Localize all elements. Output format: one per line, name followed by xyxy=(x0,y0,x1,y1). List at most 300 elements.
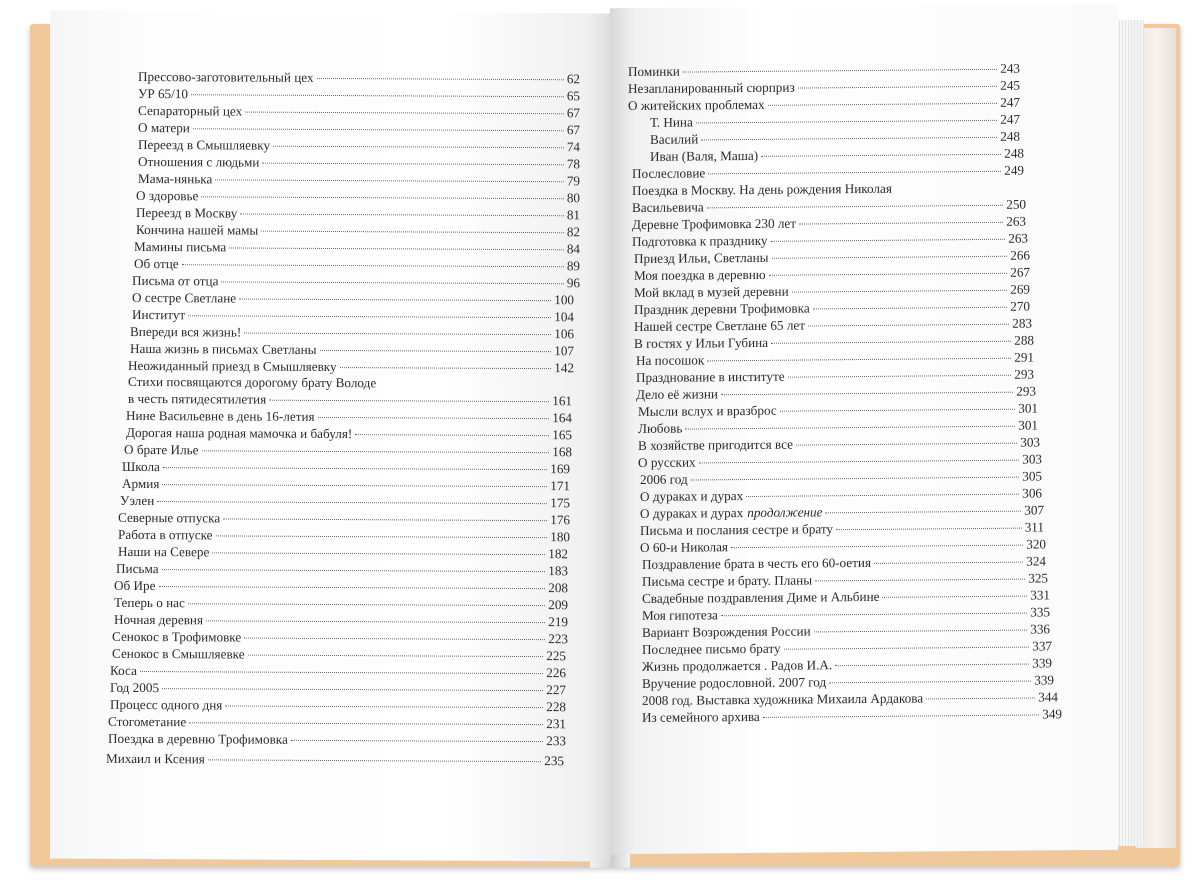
toc-page-number: 291 xyxy=(1014,349,1034,365)
toc-entry-title: О здоровье xyxy=(136,187,199,204)
toc-entry-title: Незапланированный сюрприз xyxy=(628,79,795,97)
toc-dot-leader xyxy=(708,170,1001,175)
toc-entry xyxy=(116,561,568,578)
toc-page-number: 324 xyxy=(1026,553,1046,569)
toc-entry-title: Теперь о нас xyxy=(114,594,185,611)
toc-entry-title: На посошок xyxy=(636,352,705,368)
toc-entry-title: Праздник деревни Трофимовка xyxy=(634,300,810,318)
toc-dot-leader xyxy=(685,425,1015,430)
toc-entry-title: Письма от отца xyxy=(132,272,219,289)
toc-entry xyxy=(640,536,1046,555)
toc-dot-leader xyxy=(140,670,543,674)
toc-entry xyxy=(650,146,1024,164)
toc-entry xyxy=(628,95,1020,113)
toc-dot-leader xyxy=(320,349,552,352)
toc-entry-title: О дураках и дурах xyxy=(640,488,744,504)
toc-dot-leader xyxy=(784,646,1030,650)
toc-entry-title: Послесловие xyxy=(632,165,706,182)
toc-entry xyxy=(636,367,1034,385)
toc-entry-title: Дело её жизни xyxy=(636,386,718,402)
toc-entry xyxy=(632,197,1026,215)
toc-dot-leader xyxy=(239,298,551,302)
toc-entry xyxy=(130,324,574,341)
toc-dot-leader xyxy=(291,739,543,742)
toc-entry xyxy=(108,731,566,748)
toc-entry-title: Приезд Ильи, Светланы xyxy=(634,249,769,267)
toc-entry-title: Ночная деревня xyxy=(114,611,204,628)
toc-dot-leader xyxy=(261,230,564,234)
toc-entry-title: Работа в отпуске xyxy=(118,526,213,543)
toc-entry-title: Стогометание xyxy=(108,713,187,730)
toc-entry xyxy=(638,400,1038,418)
toc-page-number: 168 xyxy=(552,444,572,460)
toc-entry xyxy=(632,163,1024,181)
toc-page-number: 263 xyxy=(1006,213,1026,229)
toc-dot-leader xyxy=(223,517,547,521)
toc-page-number: 165 xyxy=(552,427,572,443)
toc-entry xyxy=(126,425,572,442)
toc-page-number: 208 xyxy=(548,580,568,596)
toc-page-number: 293 xyxy=(1014,366,1034,382)
toc-entry xyxy=(642,587,1050,606)
toc-dot-leader xyxy=(208,758,541,762)
toc-entry-title: Подготовка к празднику xyxy=(632,232,768,250)
toc-entry-title: Впереди вся жизнь! xyxy=(130,323,242,340)
toc-dot-leader xyxy=(691,476,1020,481)
toc-entry-title: Год 2005 xyxy=(110,679,160,696)
toc-page-number: 349 xyxy=(1042,706,1062,722)
toc-page-number: 307 xyxy=(1024,502,1044,518)
toc-page-number: 219 xyxy=(548,614,568,630)
toc-entry xyxy=(632,181,892,198)
toc-page-number: 142 xyxy=(554,360,574,376)
toc-entry-title: Отношения с людьми xyxy=(138,153,260,170)
toc-page-number: 89 xyxy=(566,258,580,274)
toc-entry-title: Школа xyxy=(122,458,160,475)
toc-page-number: 226 xyxy=(546,665,566,681)
toc-page-number: 67 xyxy=(566,122,580,138)
toc-dot-leader xyxy=(225,704,543,708)
toc-entry-title: Мама-нянька xyxy=(138,170,213,187)
toc-entry xyxy=(640,502,1044,521)
toc-dot-leader xyxy=(721,391,1013,396)
toc-page-number: 231 xyxy=(546,716,566,732)
toc-entry-title: О матери xyxy=(138,119,190,136)
toc-page-number: 311 xyxy=(1024,519,1044,535)
toc-page-number: 250 xyxy=(1006,196,1026,212)
toc-entry-title: Прессово-заготовительный цех xyxy=(138,68,314,85)
toc-dot-leader xyxy=(771,340,1011,344)
toc-page-number: 96 xyxy=(566,275,580,291)
toc-dot-leader xyxy=(780,408,1015,412)
toc-entry-title: Переезд в Москву xyxy=(136,204,238,221)
toc-dot-leader xyxy=(188,314,551,318)
toc-entry-title: Василий xyxy=(650,131,699,147)
toc-dot-leader xyxy=(188,602,545,606)
toc-entry-title: О русских xyxy=(638,454,696,470)
toc-entry xyxy=(640,468,1042,487)
toc-entry xyxy=(138,103,580,120)
toc-entry-title: Моя поездка в деревню xyxy=(634,266,766,284)
toc-entry xyxy=(634,316,1032,334)
toc-entry xyxy=(628,78,1020,96)
toc-entry-title: Вручение родословной. 2007 год xyxy=(642,674,827,691)
toc-entry xyxy=(108,714,566,731)
toc-entry xyxy=(114,595,568,612)
toc-dot-leader xyxy=(201,195,563,199)
toc-entry xyxy=(118,510,570,527)
toc-entry-title: в честь пятидесятилетия xyxy=(128,390,267,407)
toc-page-number: 247 xyxy=(1000,94,1020,110)
toc-dot-leader xyxy=(825,510,1021,514)
toc-page-number: 335 xyxy=(1030,604,1050,620)
toc-entry-title: Нашей сестре Светлане 65 лет xyxy=(634,317,806,335)
toc-dot-leader xyxy=(248,654,544,658)
toc-entry-title: Жизнь продолжается . Радов И.А. xyxy=(642,657,833,674)
toc-entry xyxy=(138,69,580,86)
toc-entry xyxy=(118,527,570,544)
toc-entry-title: Неожиданный приезд в Смышляевку xyxy=(128,357,337,375)
toc-dot-leader xyxy=(696,119,997,124)
toc-entry-title: Нине Васильевне в день 16-летия xyxy=(126,407,315,424)
toc-entry xyxy=(138,171,580,188)
toc-page-number: 107 xyxy=(554,343,574,359)
toc-dot-leader xyxy=(202,449,550,453)
toc-page-number: 336 xyxy=(1030,621,1050,637)
toc-entry xyxy=(128,358,574,375)
toc-entry xyxy=(636,383,1036,401)
toc-page-number: 182 xyxy=(548,546,568,562)
toc-page-number: 169 xyxy=(550,461,570,477)
toc-page-number: 303 xyxy=(1022,451,1042,467)
toc-entry xyxy=(642,604,1050,623)
toc-entry xyxy=(106,751,564,768)
toc-page-number: 339 xyxy=(1034,672,1054,688)
toc-page-number: 301 xyxy=(1018,400,1038,416)
toc-entry xyxy=(638,434,1040,453)
toc-dot-leader xyxy=(244,332,551,336)
toc-entry-title: Поминки xyxy=(628,63,680,80)
toc-entry-title: О дураках и дурах xyxy=(640,505,744,521)
toc-entry xyxy=(132,290,574,307)
toc-page-number: 344 xyxy=(1038,689,1058,705)
toc-page-number: 248 xyxy=(1004,145,1024,161)
toc-entry xyxy=(134,256,580,273)
toc-dot-leader xyxy=(792,289,1008,293)
toc-dot-leader xyxy=(221,280,563,284)
toc-page-number: 325 xyxy=(1028,570,1048,586)
toc-dot-leader xyxy=(771,238,1006,242)
toc-page-number: 79 xyxy=(566,173,580,189)
toc-page-number: 225 xyxy=(546,648,566,664)
toc-dot-leader xyxy=(882,595,1027,598)
toc-entry xyxy=(128,374,376,390)
toc-dot-leader xyxy=(699,459,1020,464)
toc-dot-leader xyxy=(836,527,1022,531)
toc-entry xyxy=(634,299,1030,317)
toc-dot-leader xyxy=(269,399,549,402)
toc-entry-title: Письма сестре и брату. Планы xyxy=(642,572,813,589)
toc-entry-title: Т. Нина xyxy=(650,114,693,130)
toc-entry xyxy=(640,485,1042,504)
toc-dot-leader xyxy=(926,697,1035,700)
toc-page-number: 176 xyxy=(550,512,570,528)
toc-page-number: 228 xyxy=(546,699,566,715)
toc-entry xyxy=(634,333,1034,351)
toc-dot-leader xyxy=(746,493,1019,497)
toc-page-number: 303 xyxy=(1020,434,1040,450)
toc-page-number: 267 xyxy=(1010,264,1030,280)
toc-entry xyxy=(638,451,1042,470)
toc-entry-title: Наша жизнь в письмах Светланы xyxy=(130,340,317,357)
toc-page-number: 175 xyxy=(550,495,570,511)
toc-page-number: 171 xyxy=(550,478,570,494)
toc-page-number: 227 xyxy=(546,682,566,698)
right-table-of-contents xyxy=(610,4,1118,854)
toc-entry-title: Сенокос в Трофимовке xyxy=(112,628,242,645)
toc-entry xyxy=(112,629,568,646)
toc-page-number: 306 xyxy=(1022,485,1042,501)
toc-dot-leader xyxy=(355,433,549,436)
toc-entry xyxy=(122,476,570,493)
toc-entry-title: Любовь xyxy=(638,420,683,436)
toc-entry-title: Поездка в деревню Трофимовка xyxy=(108,730,288,747)
toc-entry xyxy=(642,621,1050,640)
toc-entry xyxy=(110,680,566,697)
toc-entry-title-italic: продолжение xyxy=(747,504,823,521)
toc-entry-title: О 60-и Николая xyxy=(640,539,728,555)
toc-dot-leader xyxy=(814,629,1028,633)
toc-entry-title: Празднование в институте xyxy=(636,368,785,385)
toc-page-number: 209 xyxy=(548,597,568,613)
toc-entry-title: Об Ире xyxy=(114,577,156,594)
toc-entry-title: Последнее письмо брату xyxy=(642,640,781,657)
toc-entry xyxy=(114,578,568,595)
toc-page-number: 249 xyxy=(1004,162,1024,178)
toc-entry-title: Институт xyxy=(132,306,186,323)
toc-entry-title: О брате Илье xyxy=(124,441,199,458)
toc-entry xyxy=(110,663,566,680)
toc-dot-leader xyxy=(835,663,1029,667)
toc-entry-title: Процесс одного дня xyxy=(110,696,223,713)
toc-entry xyxy=(642,672,1054,691)
toc-page-number: 320 xyxy=(1026,536,1046,552)
toc-entry-title: Вариант Возрождения России xyxy=(642,623,811,640)
toc-dot-leader xyxy=(796,442,1017,446)
toc-dot-leader xyxy=(707,204,1003,209)
toc-dot-leader xyxy=(159,585,546,589)
toc-entry xyxy=(640,519,1044,538)
toc-dot-leader xyxy=(788,374,1012,378)
toc-entry xyxy=(634,282,1030,300)
toc-dot-leader xyxy=(769,272,1008,276)
toc-page-number: 104 xyxy=(554,309,574,325)
toc-page-number: 183 xyxy=(548,563,568,579)
toc-dot-leader xyxy=(229,246,564,250)
toc-dot-leader xyxy=(240,213,564,217)
left-page xyxy=(50,11,610,862)
toc-entry xyxy=(632,214,1026,232)
toc-entry xyxy=(132,307,574,324)
toc-entry xyxy=(136,188,580,205)
toc-page-number: 247 xyxy=(1000,111,1020,127)
toc-entry xyxy=(634,248,1030,266)
toc-entry xyxy=(642,689,1058,708)
toc-entry-title: Из семейного архива xyxy=(642,708,760,725)
toc-dot-leader xyxy=(162,483,547,487)
toc-dot-leader xyxy=(808,323,1009,327)
toc-entry-title: Об отце xyxy=(134,255,179,272)
toc-entry-title: Дорогая наша родная мамочка и бабуля! xyxy=(126,424,353,442)
toc-page-number: 248 xyxy=(1000,128,1020,144)
toc-entry xyxy=(628,61,1020,79)
toc-dot-leader xyxy=(731,544,1023,549)
toc-entry xyxy=(642,655,1052,674)
toc-entry xyxy=(632,231,1028,249)
toc-page-number: 62 xyxy=(566,71,580,87)
toc-entry-title: Мой вклад в музей деревни xyxy=(634,283,789,301)
toc-dot-leader xyxy=(829,680,1031,684)
toc-page-number: 106 xyxy=(554,326,574,342)
toc-dot-leader xyxy=(193,127,564,131)
toc-page-number: 233 xyxy=(546,733,566,749)
toc-page-number: 180 xyxy=(550,529,570,545)
toc-entry xyxy=(136,222,580,239)
toc-page-number: 339 xyxy=(1032,655,1052,671)
toc-dot-leader xyxy=(215,178,563,182)
toc-entry xyxy=(136,205,580,222)
toc-page-number: 243 xyxy=(1000,60,1020,76)
toc-entry-title: Письма и послания сестре и брату xyxy=(640,521,834,538)
toc-entry-title: Свадебные поздравления Диме и Альбине xyxy=(642,588,880,606)
toc-page-number: 293 xyxy=(1016,383,1036,399)
toc-page-number: 65 xyxy=(566,88,580,104)
toc-entry-title: 2008 год. Выставка художника Михаила Ардакова xyxy=(642,690,924,708)
toc-page-number: 270 xyxy=(1010,298,1030,314)
toc-entry xyxy=(636,350,1034,368)
toc-entry xyxy=(650,129,1020,147)
toc-dot-leader xyxy=(874,561,1023,564)
toc-entry-title: Переезд в Смышляевку xyxy=(138,136,271,153)
toc-entry-title: Деревне Трофимовка 230 лет xyxy=(632,215,797,233)
toc-entry xyxy=(638,417,1038,435)
toc-entry-title: Кончина нашей мамы xyxy=(136,221,259,238)
toc-entry xyxy=(134,239,580,256)
toc-entry-title: Иван (Валя, Маша) xyxy=(650,147,759,164)
toc-dot-leader xyxy=(318,416,550,419)
toc-entry-title: О житейских проблемах xyxy=(628,96,765,114)
toc-entry-title: УР 65/10 xyxy=(138,85,189,102)
toc-entry-title: Наши на Севере xyxy=(118,543,210,560)
toc-page-number: 283 xyxy=(1012,315,1032,331)
toc-page-number: 161 xyxy=(552,393,572,409)
toc-dot-leader xyxy=(763,713,1039,717)
toc-dot-leader xyxy=(212,551,545,555)
toc-dot-leader xyxy=(216,534,548,538)
toc-dot-leader xyxy=(206,619,545,623)
toc-entry-title: Михаил и Ксения xyxy=(106,750,205,767)
toc-entry xyxy=(118,544,568,561)
toc-entry xyxy=(130,341,574,358)
toc-dot-leader xyxy=(244,637,545,641)
toc-page-number: 81 xyxy=(566,207,580,223)
toc-dot-leader xyxy=(761,153,1001,157)
toc-dot-leader xyxy=(340,366,552,369)
toc-page-number: 266 xyxy=(1010,247,1030,263)
toc-entry-title: В хозяйстве пригодится все xyxy=(638,436,793,453)
toc-page-number: 263 xyxy=(1008,230,1028,246)
toc-entry-title: В гостях у Ильи Губина xyxy=(634,334,769,352)
toc-dot-leader xyxy=(262,162,563,166)
toc-entry-title: Поездка в Москву. На день рождения Николая xyxy=(632,180,892,199)
toc-page-number: 164 xyxy=(552,410,572,426)
toc-entry xyxy=(120,493,570,510)
toc-entry-title: О сестре Светлане xyxy=(132,289,237,306)
toc-page-number: 80 xyxy=(566,190,580,206)
toc-page-number: 82 xyxy=(566,224,580,240)
toc-entry xyxy=(128,391,572,408)
toc-dot-leader xyxy=(813,306,1008,310)
toc-entry xyxy=(138,137,580,154)
toc-entry-title: Сенокос в Смышляевке xyxy=(112,645,245,662)
toc-dot-leader xyxy=(768,102,998,106)
toc-dot-leader xyxy=(701,136,997,141)
toc-entry-title: Армия xyxy=(122,475,160,492)
toc-dot-leader xyxy=(799,221,1003,225)
toc-entry xyxy=(126,408,572,425)
toc-page-number: 301 xyxy=(1018,417,1038,433)
toc-dot-leader xyxy=(191,93,564,97)
toc-entry-title: Письма xyxy=(116,560,159,577)
toc-dot-leader xyxy=(273,145,564,149)
toc-page-number: 288 xyxy=(1014,332,1034,348)
toc-page-number: 245 xyxy=(1000,77,1020,93)
toc-page-number: 67 xyxy=(566,105,580,121)
toc-dot-leader xyxy=(189,721,543,725)
toc-dot-leader xyxy=(163,466,547,470)
toc-entry xyxy=(114,612,568,629)
toc-entry-title: Стихи посвящаются дорогому брату Володе xyxy=(128,373,377,391)
toc-entry-title: Моя гипотеза xyxy=(642,607,718,623)
toc-page-number: 223 xyxy=(548,631,568,647)
right-page xyxy=(610,4,1118,854)
toc-entry-title: Поздравление брата в честь его 60-оетия xyxy=(642,554,872,572)
toc-page-number: 337 xyxy=(1032,638,1052,654)
toc-entry-title: Коса xyxy=(110,662,137,678)
toc-entry xyxy=(138,86,580,103)
toc-entry xyxy=(650,112,1020,130)
toc-entry xyxy=(110,697,566,714)
toc-entry xyxy=(124,442,572,459)
toc-entry-title: Васильевича xyxy=(632,199,704,216)
left-table-of-contents xyxy=(50,11,610,862)
toc-dot-leader xyxy=(707,357,1011,362)
toc-entry xyxy=(642,553,1046,572)
toc-dot-leader xyxy=(182,263,564,267)
toc-dot-leader xyxy=(245,111,564,115)
toc-entry xyxy=(138,120,580,137)
toc-page-number: 305 xyxy=(1022,468,1042,484)
toc-dot-leader xyxy=(162,568,546,572)
toc-entry xyxy=(642,570,1048,589)
toc-entry xyxy=(642,638,1052,657)
toc-dot-leader xyxy=(798,85,998,89)
toc-entry-title: Мамины письма xyxy=(134,238,227,255)
toc-page-number: 331 xyxy=(1030,587,1050,603)
toc-dot-leader xyxy=(683,68,997,73)
toc-entry xyxy=(132,273,580,290)
toc-entry-title: Уэлен xyxy=(120,492,155,509)
